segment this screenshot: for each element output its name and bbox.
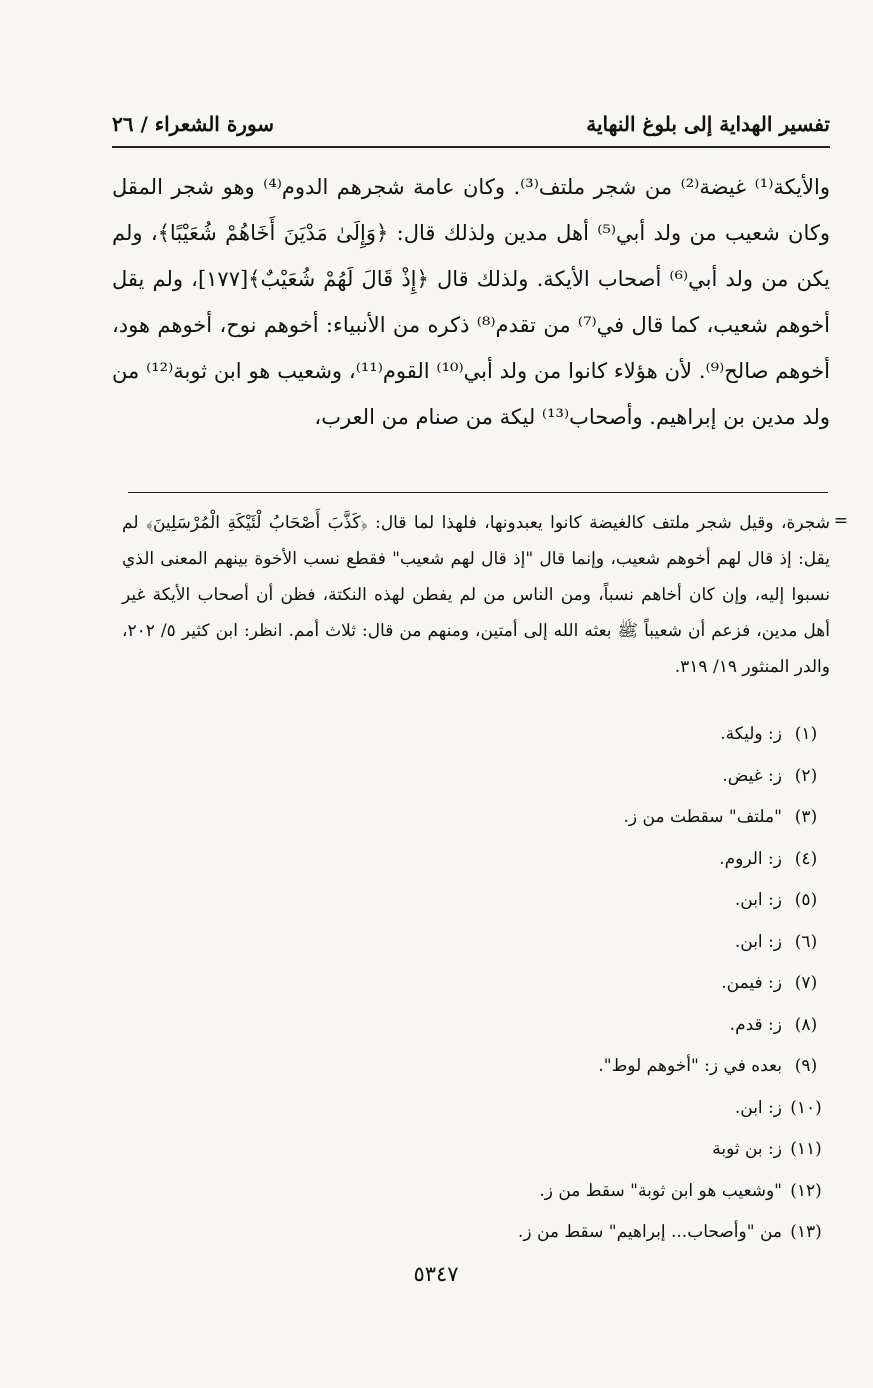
footnote-item <box>112 1005 830 1047</box>
footnote-text: ز: ابن. <box>734 1097 782 1118</box>
footnote-separator <box>128 492 828 493</box>
footnote-text: ز: قدم. <box>729 1014 782 1035</box>
footnote-text: ز: الروم. <box>719 848 782 869</box>
footnote-text: ز: وليكة. <box>720 724 782 744</box>
footnote-number: (٢) <box>794 765 818 786</box>
footnote-text: "وشعيب هو ابن ثوبة" سقط من ز. <box>539 1180 782 1201</box>
footnote-continuation <box>122 505 848 685</box>
footnote-number: (١٣) <box>790 1222 822 1242</box>
footnote-text: ز: ابن. <box>734 890 782 910</box>
footnote-text: بعده في ز: "أخوهم لوط". <box>598 1056 782 1076</box>
footnote-item <box>112 839 830 881</box>
footnote-list <box>112 714 830 1254</box>
main-paragraph: والأيكة⁽¹⁾ غيضة⁽²⁾ من شجر ملتف⁽³⁾. وكان عامة شجرهم الدوم⁽⁴⁾ وهو شجر المقل وكان شعيب من ولد أبي⁽⁵⁾ أهل مدين ولذلك قال: ﴿وَإِلَىٰ مَدْيَنَ أَخَاهُمْ شُعَيْبًا﴾، ولم يكن من ولد أبي⁽⁶⁾ أصحاب الأيكة. ولذلك قال ﴿إِذْ قَالَ لَهُمْ شُعَيْبٌ﴾[١٧٧]، ولم يقل أخوهم شعيب، كما قال في⁽⁷⁾ من تقدم⁽⁸⁾ ذكره من الأنبياء: أخوهم نوح، أخوهم هود، أخوهم صالح⁽⁹⁾. لأن هؤلاء كانوا من ولد أبي⁽¹⁰⁾ القوم⁽¹¹⁾، وشعيب هو ابن ثوبة⁽¹²⁾ من ولد مدين بن إبراهيم. وأصحاب⁽¹³⁾ ليكة من صنام من العرب، <box>112 175 831 429</box>
footnote-text: ز: ابن. <box>734 931 782 952</box>
footnote-item <box>112 1129 830 1171</box>
footnote-text: ز: غيض. <box>722 765 782 786</box>
book-title: تفسير الهداية إلى بلوغ النهاية <box>586 112 830 136</box>
footnote-item <box>112 922 830 964</box>
surah-label: سورة الشعراء / ٢٦ <box>112 112 275 136</box>
continuation-marker: = <box>833 511 848 531</box>
footnote-number: (٩) <box>794 1056 818 1076</box>
main-text <box>112 164 830 440</box>
footnote-number: (١١) <box>790 1139 822 1159</box>
footnote-item <box>112 1046 830 1088</box>
footnote-item <box>112 880 830 922</box>
footnote-number: (١٠) <box>790 1097 822 1118</box>
footnote-number: (٨) <box>794 1014 818 1035</box>
footnote-text: ز: بن ثوبة <box>712 1139 782 1159</box>
footnote-text: "ملتف" سقطت من ز. <box>623 807 782 827</box>
footnote-continuation-text: شجرة، وقيل شجر ملتف كالغيضة كانوا يعبدونها، فلهذا لما قال: ﴿كَذَّبَ أَصْحَابُ لْئَيْكَةِ الْمُرْسَلِينَ﴾ لم يقل: إذ قال لهم أخوهم شعيب، وإنما قال "إذ قال لهم شعيب" فقطع نسب الأخوة بينهم المعنى الذي نسبوا إليه، وإن كان أخاهم نسباً، ومن الناس من لم يفطن لهذه النكتة، فظن أن أصحاب الأيكة غير أهل مدين، فزعم أن شعيباً ﷺ بعثه الله إلى أمتين، ومنهم من قال: ثلاث أمم. انظر: ابن كثير ٥/ ٢٠٢، والدر المنثور ١٩/ ٣١٩. <box>122 513 830 677</box>
footnote-item <box>112 797 830 839</box>
running-header <box>112 96 830 136</box>
header-rule <box>112 146 830 148</box>
footnote-number: (١٢) <box>790 1180 822 1201</box>
footnote-item <box>112 1212 830 1254</box>
footnote-item <box>112 1171 830 1213</box>
footnote-text: ز: فيمن. <box>721 973 782 993</box>
page-number: ٥٣٤٧ <box>413 1262 459 1286</box>
footnote-number: (١) <box>794 724 818 744</box>
footnote-item <box>112 963 830 1005</box>
footnote-item <box>112 714 830 756</box>
footnote-number: (٦) <box>794 931 818 952</box>
footnote-text: من "وأصحاب... إبراهيم" سقط من ز. <box>517 1222 782 1242</box>
footnote-number: (٧) <box>794 973 818 993</box>
footnote-number: (٥) <box>794 890 818 910</box>
footnote-number: (٤) <box>794 848 818 869</box>
footnote-item <box>112 756 830 798</box>
footnote-number: (٣) <box>794 807 818 827</box>
footnote-item <box>112 1088 830 1130</box>
